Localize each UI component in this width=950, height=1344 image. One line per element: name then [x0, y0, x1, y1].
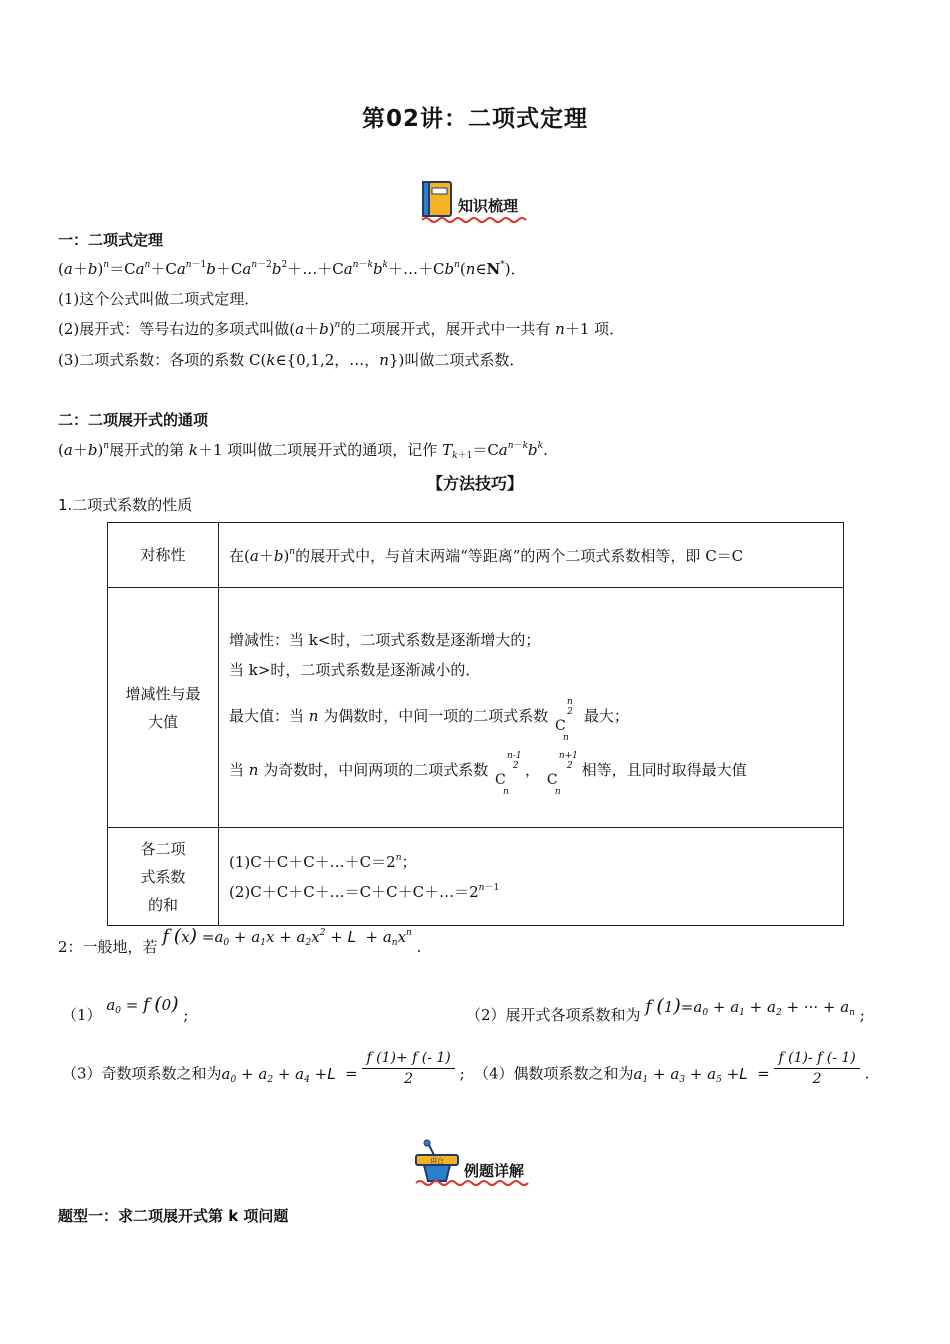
row-content: 在$(a+b)^n$的展开式中，与首末两端“等距离”的两个二项式系数相等，即 C＝C: [219, 523, 844, 588]
fraction-odd: $\frac{f (1)+ f (- 1)}{2}$: [362, 1050, 454, 1087]
comb-symbol: C n+1 2 n: [546, 750, 578, 797]
section1-heading: 一：二项式定理: [58, 231, 164, 249]
page-title: 第02讲：二项式定理: [361, 106, 588, 132]
wave-decoration: [414, 1179, 532, 1187]
binomial-formula: $(a+b)^n=Ca^n+Ca^{n-1}b+Ca^{n-2}b^2+\dots+Ca^{n-k}b^k+\dots+Cb^n(n\in N^*)$．: [58, 260, 526, 278]
property-3: （3）奇数项系数之和为$a_0 + a_2 + a_4 +L$ = $\frac{f (1)+ f (- 1)}{2}$ ;: [62, 1050, 465, 1087]
svg-text:讲台: 讲台: [430, 1157, 444, 1165]
table-row: [108, 828, 844, 926]
example-type-heading: 题型一：求二项展开式第 k 项问题: [58, 1207, 289, 1225]
wave-decoration: [420, 216, 532, 224]
property-4: （4）偶数项系数之和为$a_1 + a_3 + a_5 +L$ = $\frac{f (1)- f (- 1)}{2}$ .: [474, 1050, 870, 1087]
book-icon: [420, 180, 454, 218]
podium-icon: [414, 1139, 460, 1183]
knowledge-badge-label: 知识梳理: [458, 197, 519, 215]
examples-badge: [414, 1137, 528, 1183]
row-content: $(1)C+C+C+\dots+C=2^n$； $(2)C+C+C+\dots=C+C+C+\dots=2^{n-1}$: [219, 828, 844, 926]
item1: (1)这个公式叫做二项式定理．: [58, 290, 260, 308]
row-label: 对称性: [108, 523, 219, 588]
examples-badge-label: 例题详解: [464, 1162, 525, 1180]
table-row: [108, 523, 844, 588]
item2: (2)展开式：等号右边的多项式叫做$(a+b)^n$的二项展开式，展开式中一共有 n＋1 项．: [58, 320, 625, 338]
property-2: （2）展开式各项系数和为 f $(1)=a_0 + a_1 + a_2$ + ··· + $a_n$ ;: [466, 995, 865, 1024]
row-label: 增减性与最 大值: [108, 588, 219, 828]
row-content: 增减性：当 k<时，二项式系数是逐渐增大的； 当 k>时，二项式系数是逐渐减小的． 最大值：当 n 为偶数时，中间一项的二项式系数 C n 2 n 最大； 当 n 为奇数时，中间两项的二项式系数 C n-1 2 n ， C n+1 2 n 相等，且同时取得最大值: [219, 588, 844, 828]
comb-symbol: C n-1 2 n: [495, 750, 522, 797]
knowledge-badge: [420, 178, 522, 218]
comb-symbol: C n 2 n: [555, 696, 573, 743]
table-row: [108, 588, 844, 828]
general-expansion: 2：一般地，若 f $(x) =a_0 + a_1x + a_2x^2 + L + a_nx^n$ .: [58, 925, 422, 956]
item3: (3)二项式系数：各项的系数 C(k∈{0,1,2，…，n})叫做二项式系数．: [58, 351, 525, 369]
method-heading: 【方法技巧】: [426, 474, 523, 493]
general-term: $(a+b)^n$展开式的第 k＋1 项叫做二项展开式的通项，记作 $T_{k+1}=Ca^{n-k}b^k$.: [58, 441, 548, 461]
section2-heading: 二：二项展开式的通项: [58, 411, 209, 429]
fraction-even: $\frac{f (1)- f (- 1)}{2}$: [774, 1050, 859, 1087]
properties-table: [107, 522, 844, 926]
method-sub1: 1.二项式系数的性质: [58, 496, 193, 514]
property-1: （1） $a_0 = f$ (0) ;: [62, 993, 189, 1024]
row-label: 各二项 式系数 的和: [108, 828, 219, 926]
